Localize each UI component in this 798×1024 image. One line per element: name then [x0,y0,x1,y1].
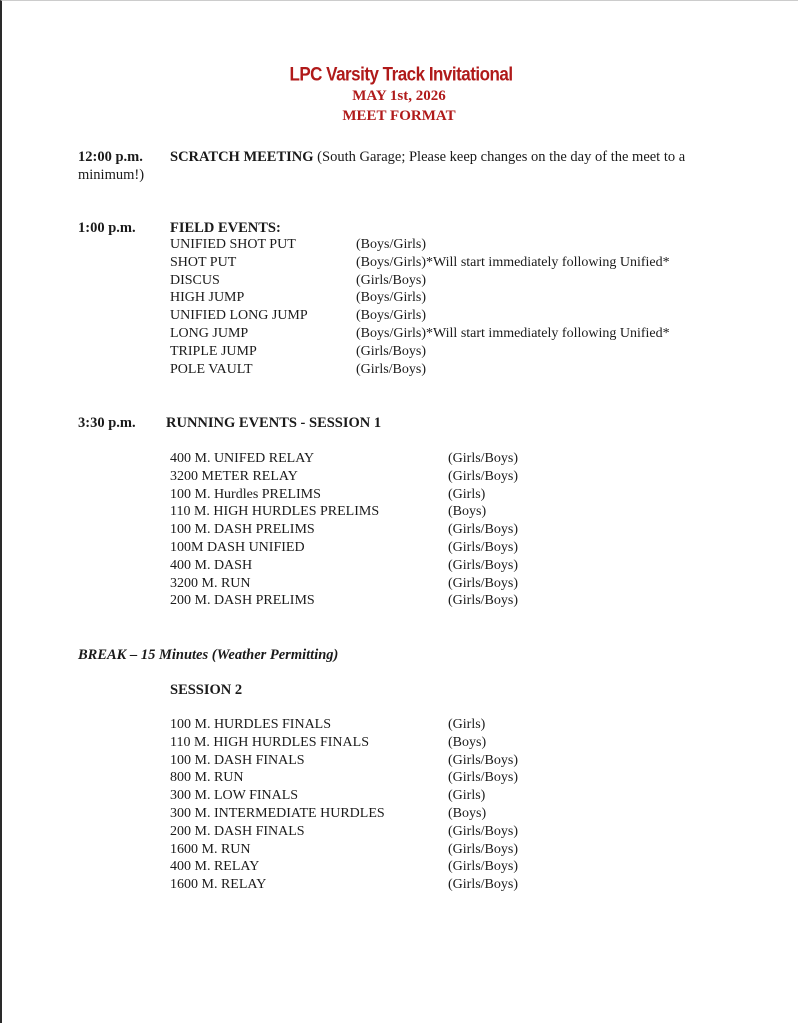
session1-time: 3:30 p.m. [78,415,136,431]
field-events-heading: FIELD EVENTS: [170,220,281,236]
field-time: 1:00 p.m. [78,220,136,236]
event-division: (Boys/Girls) [356,290,426,306]
event-division: (Girls/Boys) [356,343,426,359]
meet-date: MAY 1st, 2026 [352,88,446,104]
event-name: UNIFIED LONG JUMP [170,308,308,324]
event-division: (Girls/Boys) [448,539,518,555]
event-division: (Boys/Girls) [356,308,426,324]
meet-title: LPC Varsity Track Invitational [289,63,513,86]
event-name: UNIFIED SHOT PUT [170,237,296,252]
event-division: (Girls/Boys) [448,823,518,839]
event-division: (Girls/Boys) [448,859,518,875]
event-name: 300 M. LOW FINALS [170,788,299,804]
event-name: 400 M. RELAY [170,859,260,875]
event-division: (Girls/Boys) [448,522,518,538]
event-name: POLE VAULT [170,361,253,377]
event-division: (Girls/Boys) [448,841,518,857]
event-division: (Girls/Boys) [448,468,518,484]
scratch-heading: SCRATCH MEETING [170,149,314,165]
event-name: 100 M. DASH FINALS [170,752,305,768]
event-name: LONG JUMP [170,325,249,341]
event-name: DISCUS [170,272,220,288]
event-name: 800 M. RUN [170,770,244,786]
meet-format-heading: MEET FORMAT [342,108,456,124]
event-name: 1600 M. RUN [170,841,251,857]
event-division: (Girls) [448,486,486,502]
event-name: 400 M. UNIFED RELAY [170,451,315,466]
event-division: (Girls/Boys) [448,877,518,893]
event-name: 3200 M. RUN [170,575,251,591]
event-name: SHOT PUT [170,254,237,270]
event-division: (Girls) [448,788,486,804]
event-name: 400 M. DASH [170,557,253,573]
event-division: (Girls/Boys) [356,361,426,377]
event-name: 100 M. Hurdles PRELIMS [170,486,321,502]
break-line: BREAK – 15 Minutes (Weather Permitting) [78,647,339,663]
event-division: (Girls/Boys) [448,575,518,591]
event-division: (Boys/Girls)*Will start immediately following Unified* [356,325,670,341]
event-name: TRIPLE JUMP [170,343,257,359]
event-name: HIGH JUMP [170,290,245,306]
document-header [0,64,798,126]
event-division: (Girls/Boys) [448,451,518,466]
event-name: 100 M. HURDLES FINALS [170,717,332,732]
event-division: (Girls/Boys) [448,770,518,786]
event-division: (Boys/Girls)*Will start immediately following Unified* [356,254,670,270]
event-name: 100M DASH UNIFIED [170,539,305,555]
event-division: (Girls/Boys) [448,752,518,768]
event-name: 110 M. HIGH HURDLES PRELIMS [170,504,380,520]
scratch-note: (South Garage; Please keep changes on the day of the meet to a [317,149,686,165]
event-name: 200 M. DASH PRELIMS [170,593,315,609]
event-division: (Boys) [448,805,487,821]
event-division: (Boys) [448,734,487,750]
event-division: (Boys) [448,504,487,520]
scratch-note-continued: minimum!) [78,167,145,183]
event-name: 300 M. INTERMEDIATE HURDLES [170,805,385,821]
event-name: 1600 M. RELAY [170,877,267,893]
event-name: 200 M. DASH FINALS [170,823,305,839]
event-division: (Girls) [448,717,486,732]
session2-heading: SESSION 2 [170,682,243,698]
session1-heading: RUNNING EVENTS - SESSION 1 [166,415,382,431]
event-name: 100 M. DASH PRELIMS [170,522,315,538]
event-name: 3200 METER RELAY [170,468,298,484]
event-division: (Girls/Boys) [448,557,518,573]
event-division: (Girls/Boys) [356,272,426,288]
event-division: (Boys/Girls) [356,237,426,252]
scratch-time: 12:00 p.m. [78,149,143,165]
scratch-meeting-line [170,148,685,166]
event-name: 110 M. HIGH HURDLES FINALS [170,734,369,750]
event-division: (Girls/Boys) [448,593,518,609]
